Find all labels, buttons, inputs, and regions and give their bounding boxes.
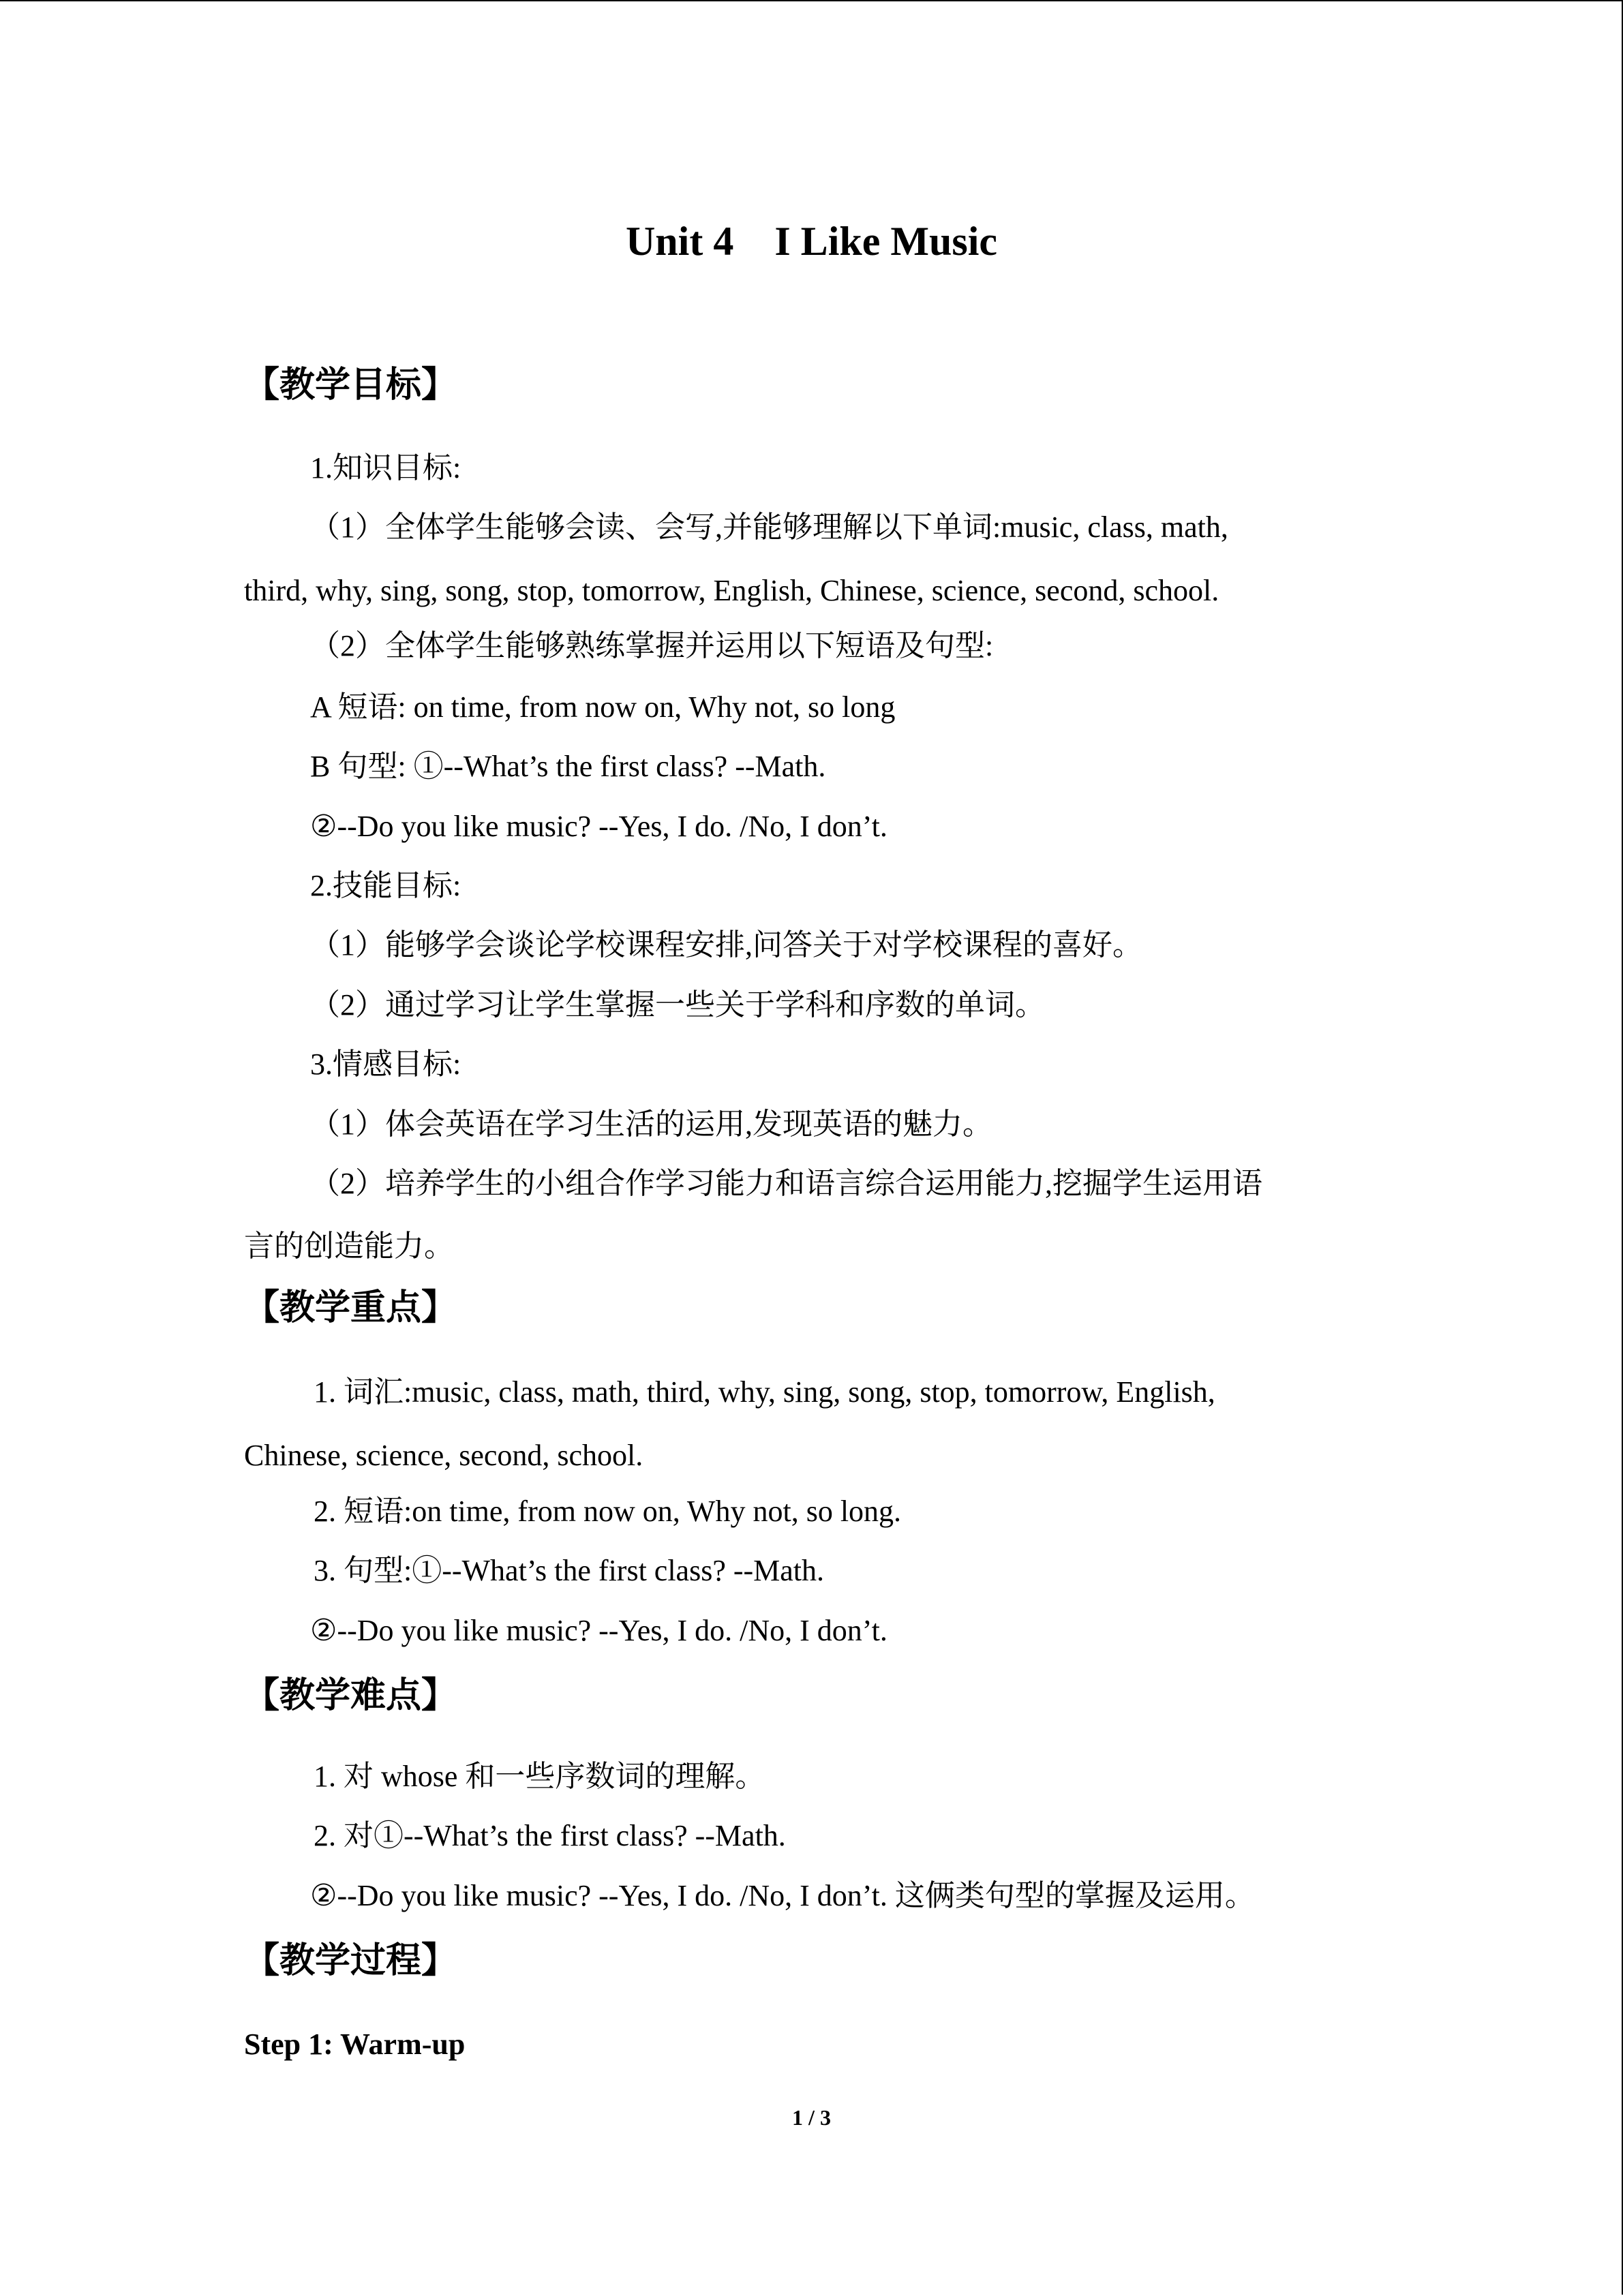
section-heading-difficulties: 【教学难点】	[244, 1675, 457, 1716]
difficulty-line: 2. 对①--What’s the first class? --Math.	[314, 1819, 786, 1852]
section-heading-key-points: 【教学重点】	[244, 1287, 457, 1328]
key-point-line: Chinese, science, second, school.	[244, 1439, 643, 1472]
document-page	[0, 1, 1623, 2296]
objective-line: （1）体会英语在学习生活的运用,发现英语的魅力。	[310, 1107, 992, 1141]
difficulty-line: ②--Do you like music? --Yes, I do. /No, I don’t. 这俩类句型的掌握及运用。	[310, 1879, 1255, 1912]
section-heading-objectives: 【教学目标】	[244, 365, 457, 405]
objective-line: A 短语: on time, from now on, Why not, so long	[310, 690, 896, 724]
step-heading: Step 1: Warm-up	[244, 2027, 466, 2061]
key-point-line: ②--Do you like music? --Yes, I do. /No, I don’t.	[310, 1614, 888, 1647]
objective-line: 言的创造能力。	[244, 1229, 454, 1263]
objective-line: （1）全体学生能够会读、会写,并能够理解以下单词:music, class, math,	[310, 510, 1228, 544]
section-heading-process: 【教学过程】	[244, 1940, 457, 1981]
document-title: Unit 4 I Like Music	[625, 219, 998, 264]
objective-line: （2）培养学生的小组合作学习能力和语言综合运用能力,挖掘学生运用语	[310, 1167, 1262, 1200]
objective-line: B 句型: ①--What’s the first class? --Math.	[310, 750, 826, 783]
objective-line: ②--Do you like music? --Yes, I do. /No, I don’t.	[310, 810, 888, 843]
key-point-line: 3. 句型:①--What’s the first class? --Math.	[314, 1554, 825, 1587]
key-point-line: 1. 词汇:music, class, math, third, why, sing, song, stop, tomorrow, English,	[314, 1375, 1215, 1409]
difficulty-line: 1. 对 whose 和一些序数词的理解。	[314, 1760, 765, 1793]
objective-line: （2）通过学习让学生掌握一些关于学科和序数的单词。	[310, 988, 1045, 1022]
objective-line: third, why, sing, song, stop, tomorrow, English, Chinese, science, second, school.	[244, 574, 1219, 607]
page-number: 1 / 3	[792, 2105, 831, 2130]
objective-line: 1.知识目标:	[310, 451, 461, 485]
objective-line: （2）全体学生能够熟练掌握并运用以下短语及句型:	[310, 629, 994, 662]
objective-line: （1）能够学会谈论学校课程安排,问答关于对学校课程的喜好。	[310, 928, 1142, 962]
objective-line: 3.情感目标:	[310, 1047, 461, 1081]
objective-line: 2.技能目标:	[310, 869, 461, 902]
key-point-line: 2. 短语:on time, from now on, Why not, so long.	[314, 1495, 902, 1528]
